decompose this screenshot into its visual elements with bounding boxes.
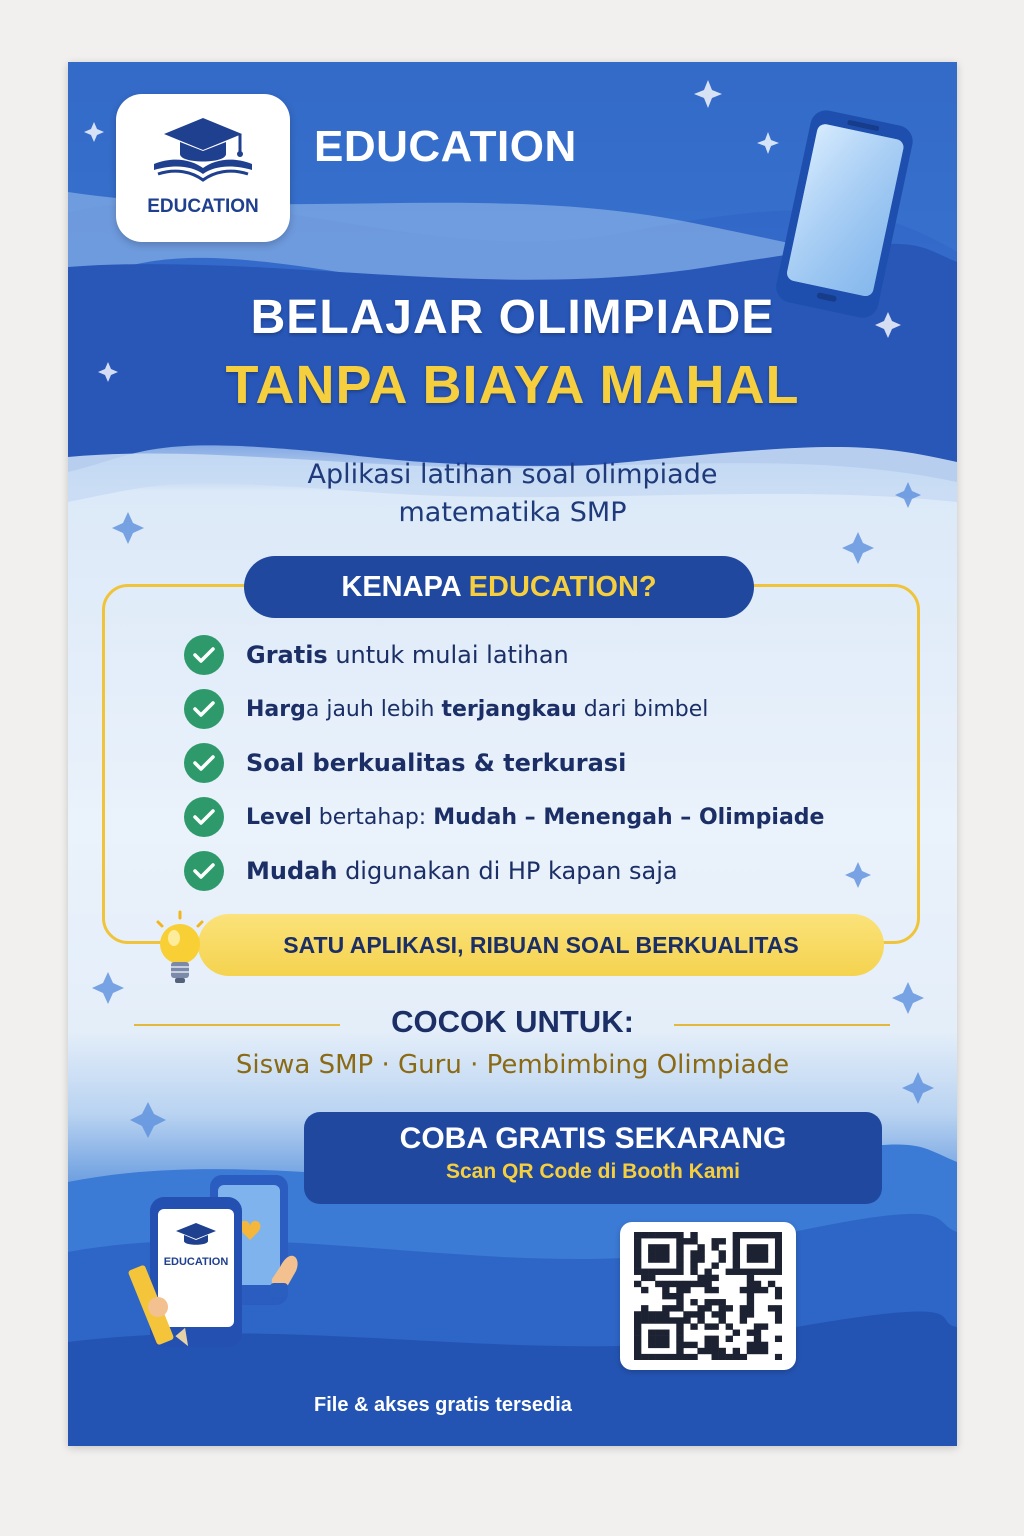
feature-item	[184, 844, 914, 898]
qr-module	[662, 1232, 669, 1238]
qr-module	[648, 1269, 655, 1275]
qr-module	[634, 1330, 641, 1336]
qr-module	[648, 1250, 655, 1256]
qr-module	[676, 1256, 683, 1262]
app-phone-illustration	[120, 1157, 320, 1357]
qr-module	[690, 1238, 697, 1244]
subtitle-line-1: Aplikasi latihan soal olimpiade	[307, 459, 718, 490]
qr-module	[676, 1232, 683, 1238]
qr-module	[662, 1250, 669, 1256]
qr-module	[747, 1311, 754, 1317]
qr-module	[634, 1311, 641, 1317]
qr-module	[719, 1256, 726, 1262]
qr-module	[768, 1269, 775, 1275]
qr-module	[726, 1305, 733, 1311]
qr-module	[648, 1311, 655, 1317]
qr-module	[669, 1269, 676, 1275]
qr-module	[683, 1287, 690, 1293]
qr-module	[648, 1354, 655, 1360]
qr-module	[662, 1317, 669, 1323]
qr-module	[634, 1250, 641, 1256]
qr-module	[712, 1244, 719, 1250]
qr-module	[719, 1305, 726, 1311]
qr-module	[747, 1232, 754, 1238]
qr-module	[634, 1317, 641, 1323]
qr-module	[648, 1330, 655, 1336]
qr-module	[676, 1299, 683, 1305]
qr-module	[775, 1354, 782, 1360]
qr-module	[719, 1354, 726, 1360]
qr-module	[697, 1244, 704, 1250]
qr-module	[712, 1336, 719, 1342]
qr-module	[669, 1232, 676, 1238]
logo-text: EDUCATION	[147, 196, 259, 217]
qr-module	[733, 1262, 740, 1268]
qr-module	[676, 1293, 683, 1299]
qr-module	[733, 1330, 740, 1336]
qr-module	[669, 1317, 676, 1323]
qr-module	[662, 1287, 669, 1293]
qr-module	[747, 1275, 754, 1281]
qr-module	[641, 1305, 648, 1311]
qr-module	[676, 1336, 683, 1342]
qr-module	[719, 1348, 726, 1354]
qr-module	[648, 1232, 655, 1238]
qr-module	[740, 1287, 747, 1293]
qr-module	[775, 1262, 782, 1268]
why-prefix: KENAPA	[341, 571, 469, 603]
qr-module	[662, 1293, 669, 1299]
qr-module	[761, 1232, 768, 1238]
qr-module	[641, 1354, 648, 1360]
qr-module	[775, 1317, 782, 1323]
qr-module	[634, 1256, 641, 1262]
qr-module	[690, 1250, 697, 1256]
audience-separator: ·	[373, 1050, 399, 1080]
check-icon	[184, 635, 224, 675]
cta-box	[304, 1112, 882, 1204]
qr-module	[712, 1342, 719, 1348]
qr-module	[690, 1269, 697, 1275]
qr-module	[712, 1262, 719, 1268]
qr-module	[662, 1330, 669, 1336]
qr-module	[775, 1293, 782, 1299]
qr-module	[634, 1238, 641, 1244]
qr-module	[754, 1250, 761, 1256]
qr-module	[704, 1336, 711, 1342]
qr-module	[704, 1275, 711, 1281]
qr-module	[733, 1232, 740, 1238]
qr-module	[634, 1244, 641, 1250]
qr-module	[775, 1232, 782, 1238]
qr-module	[676, 1281, 683, 1287]
feature-item	[184, 682, 914, 736]
lightbulb-icon	[150, 910, 210, 990]
qr-module	[754, 1323, 761, 1329]
qr-module	[641, 1232, 648, 1238]
qr-module	[697, 1275, 704, 1281]
qr-module	[747, 1281, 754, 1287]
qr-module	[747, 1305, 754, 1311]
check-icon	[184, 689, 224, 729]
qr-module	[655, 1269, 662, 1275]
qr-module	[662, 1256, 669, 1262]
qr-module	[676, 1238, 683, 1244]
qr-module	[775, 1256, 782, 1262]
feature-text: Harga jauh lebih terjangkau dari bimbel	[246, 696, 709, 722]
qr-module	[669, 1281, 676, 1287]
qr-module	[690, 1232, 697, 1238]
feature-item	[184, 736, 914, 790]
qr-module	[697, 1317, 704, 1323]
qr-module	[754, 1269, 761, 1275]
qr-module	[676, 1244, 683, 1250]
qr-module	[662, 1311, 669, 1317]
feature-text: Soal berkualitas & terkurasi	[246, 749, 627, 777]
qr-module	[697, 1348, 704, 1354]
qr-module	[641, 1287, 648, 1293]
qr-module	[655, 1256, 662, 1262]
qr-module	[712, 1323, 719, 1329]
qr-module	[754, 1330, 761, 1336]
highlight-banner: SATU APLIKASI, RIBUAN SOAL BERKUALITAS	[198, 914, 884, 976]
audience-item: Guru	[398, 1050, 462, 1080]
graduation-cap-icon	[146, 112, 260, 192]
qr-module	[712, 1354, 719, 1360]
qr-module	[641, 1317, 648, 1323]
qr-module	[683, 1281, 690, 1287]
qr-module	[634, 1232, 641, 1238]
qr-module	[754, 1336, 761, 1342]
qr-module	[697, 1281, 704, 1287]
qr-module	[662, 1281, 669, 1287]
qr-module	[662, 1305, 669, 1311]
qr-module	[697, 1256, 704, 1262]
qr-module	[690, 1281, 697, 1287]
qr-module	[648, 1244, 655, 1250]
qr-module	[690, 1262, 697, 1268]
qr-module	[676, 1317, 683, 1323]
qr-module	[634, 1281, 641, 1287]
qr-module	[761, 1244, 768, 1250]
qr-module	[704, 1348, 711, 1354]
qr-module	[740, 1232, 747, 1238]
feature-list	[184, 628, 914, 898]
qr-module	[655, 1336, 662, 1342]
qr-module	[697, 1311, 704, 1317]
subtitle-line-2: matematika SMP	[398, 497, 627, 528]
qr-module	[634, 1323, 641, 1329]
qr-module	[747, 1269, 754, 1275]
qr-module	[676, 1305, 683, 1311]
why-highlight: EDUCATION?	[468, 571, 657, 603]
poster	[68, 62, 957, 1446]
qr-module	[747, 1287, 754, 1293]
qr-module	[655, 1354, 662, 1360]
qr-module	[676, 1354, 683, 1360]
qr-module	[704, 1323, 711, 1329]
qr-module	[733, 1354, 740, 1360]
qr-module	[747, 1244, 754, 1250]
qr-module	[662, 1244, 669, 1250]
qr-module	[712, 1348, 719, 1354]
qr-module	[683, 1342, 690, 1348]
qr-module	[761, 1250, 768, 1256]
qr-module	[634, 1348, 641, 1354]
qr-module	[655, 1330, 662, 1336]
divider-right	[674, 1024, 890, 1026]
audience-list	[68, 1050, 957, 1080]
qr-module	[733, 1244, 740, 1250]
qr-module	[761, 1323, 768, 1329]
qr-module	[641, 1269, 648, 1275]
qr-module	[662, 1354, 669, 1360]
qr-module	[775, 1305, 782, 1311]
qr-module	[655, 1250, 662, 1256]
check-icon	[184, 743, 224, 783]
qr-module	[733, 1256, 740, 1262]
qr-module	[761, 1287, 768, 1293]
qr-module	[761, 1348, 768, 1354]
headline-line-1: BELAJAR OLIMPIADE	[250, 291, 775, 344]
qr-module	[719, 1238, 726, 1244]
qr-module	[712, 1275, 719, 1281]
qr-module	[754, 1342, 761, 1348]
audience-item: Siswa SMP	[235, 1050, 374, 1080]
qr-module	[690, 1256, 697, 1262]
qr-module	[754, 1244, 761, 1250]
qr-module	[712, 1287, 719, 1293]
why-heading	[244, 556, 754, 618]
qr-module	[676, 1342, 683, 1348]
qr-module	[683, 1317, 690, 1323]
qr-module	[747, 1299, 754, 1305]
qr-module	[754, 1232, 761, 1238]
qr-module	[775, 1250, 782, 1256]
qr-module	[704, 1287, 711, 1293]
qr-module	[775, 1336, 782, 1342]
feature-item	[184, 628, 914, 682]
qr-module	[697, 1305, 704, 1311]
qr-module	[655, 1342, 662, 1348]
qr-module	[655, 1311, 662, 1317]
qr-module	[754, 1256, 761, 1262]
qr-module	[683, 1238, 690, 1244]
headline-line-2: TANPA BIAYA MAHAL	[225, 355, 800, 415]
qr-module	[648, 1256, 655, 1262]
qr-module	[747, 1256, 754, 1262]
qr-module	[726, 1323, 733, 1329]
qr-module	[761, 1269, 768, 1275]
qr-module	[676, 1262, 683, 1268]
qr-module	[655, 1244, 662, 1250]
qr-module	[704, 1269, 711, 1275]
app-logo	[116, 94, 290, 242]
qr-module	[676, 1330, 683, 1336]
qr-module	[655, 1232, 662, 1238]
qr-module	[676, 1323, 683, 1329]
qr-module	[648, 1336, 655, 1342]
qr-code-icon	[634, 1232, 782, 1360]
qr-module	[726, 1336, 733, 1342]
qr-module	[747, 1293, 754, 1299]
check-icon	[184, 797, 224, 837]
qr-module	[676, 1269, 683, 1275]
qr-module	[662, 1342, 669, 1348]
qr-module	[641, 1275, 648, 1281]
qr-module	[683, 1311, 690, 1317]
qr-module	[775, 1269, 782, 1275]
qr-module	[634, 1336, 641, 1342]
qr-module	[754, 1281, 761, 1287]
qr-module	[690, 1311, 697, 1317]
feature-item	[184, 790, 914, 844]
qr-module	[733, 1269, 740, 1275]
qr-module	[662, 1336, 669, 1342]
qr-module	[733, 1238, 740, 1244]
qr-module	[740, 1317, 747, 1323]
qr-module	[747, 1250, 754, 1256]
qr-module	[768, 1305, 775, 1311]
qr-module	[733, 1250, 740, 1256]
footer-note: File & akses gratis tersedia	[314, 1394, 572, 1416]
audience-separator: ·	[461, 1050, 487, 1080]
qr-module	[676, 1250, 683, 1256]
qr-module	[740, 1269, 747, 1275]
qr-module	[719, 1250, 726, 1256]
qr-module	[676, 1287, 683, 1293]
qr-module	[712, 1238, 719, 1244]
qr-module	[768, 1232, 775, 1238]
qr-module	[754, 1348, 761, 1354]
qr-module	[704, 1305, 711, 1311]
qr-module	[726, 1269, 733, 1275]
illustration-label: EDUCATION	[163, 1256, 229, 1268]
qr-module	[634, 1262, 641, 1268]
qr-module	[634, 1354, 641, 1360]
qr-module	[669, 1305, 676, 1311]
qr-module	[669, 1293, 676, 1299]
qr-module	[740, 1305, 747, 1311]
qr-module	[754, 1287, 761, 1293]
qr-module	[690, 1323, 697, 1329]
qr-module	[719, 1299, 726, 1305]
qr-module	[733, 1348, 740, 1354]
qr-module	[655, 1281, 662, 1287]
qr-module	[747, 1330, 754, 1336]
qr-module	[719, 1317, 726, 1323]
open-book-icon	[154, 160, 252, 180]
feature-text: Mudah digunakan di HP kapan saja	[246, 857, 678, 885]
qr-module	[662, 1269, 669, 1275]
qr-module	[641, 1311, 648, 1317]
qr-module	[740, 1354, 747, 1360]
qr-module	[648, 1275, 655, 1281]
qr-module	[669, 1354, 676, 1360]
qr-code-card	[620, 1222, 796, 1370]
feature-text: Level bertahap: Mudah – Menengah – Olimpiade	[246, 804, 825, 830]
audience-item: Pembimbing Olimpiade	[486, 1050, 790, 1080]
qr-module	[704, 1281, 711, 1287]
qr-module	[648, 1342, 655, 1348]
qr-module	[775, 1287, 782, 1293]
qr-module	[690, 1354, 697, 1360]
qr-module	[740, 1311, 747, 1317]
brand-title: EDUCATION	[314, 122, 577, 171]
qr-module	[683, 1354, 690, 1360]
qr-module	[761, 1342, 768, 1348]
qr-module	[768, 1281, 775, 1287]
qr-module	[775, 1311, 782, 1317]
audience-title: COCOK UNTUK:	[391, 1004, 634, 1039]
qr-module	[690, 1342, 697, 1348]
qr-module	[712, 1311, 719, 1317]
qr-module	[634, 1342, 641, 1348]
qr-module	[690, 1299, 697, 1305]
cta-sub: Scan QR Code di Booth Kami	[445, 1160, 741, 1183]
qr-module	[704, 1342, 711, 1348]
qr-module	[775, 1238, 782, 1244]
qr-module	[704, 1299, 711, 1305]
qr-module	[761, 1256, 768, 1262]
qr-module	[697, 1250, 704, 1256]
qr-module	[747, 1342, 754, 1348]
qr-module	[655, 1317, 662, 1323]
feature-text: Gratis untuk mulai latihan	[246, 641, 569, 669]
check-icon	[184, 851, 224, 891]
qr-module	[747, 1348, 754, 1354]
qr-module	[719, 1311, 726, 1317]
qr-module	[712, 1299, 719, 1305]
qr-module	[775, 1244, 782, 1250]
cta-main: COBA GRATIS SEKARANG	[399, 1122, 787, 1155]
qr-module	[726, 1354, 733, 1360]
qr-module	[676, 1348, 683, 1354]
qr-module	[648, 1317, 655, 1323]
subtitle	[68, 456, 957, 532]
qr-module	[634, 1269, 641, 1275]
